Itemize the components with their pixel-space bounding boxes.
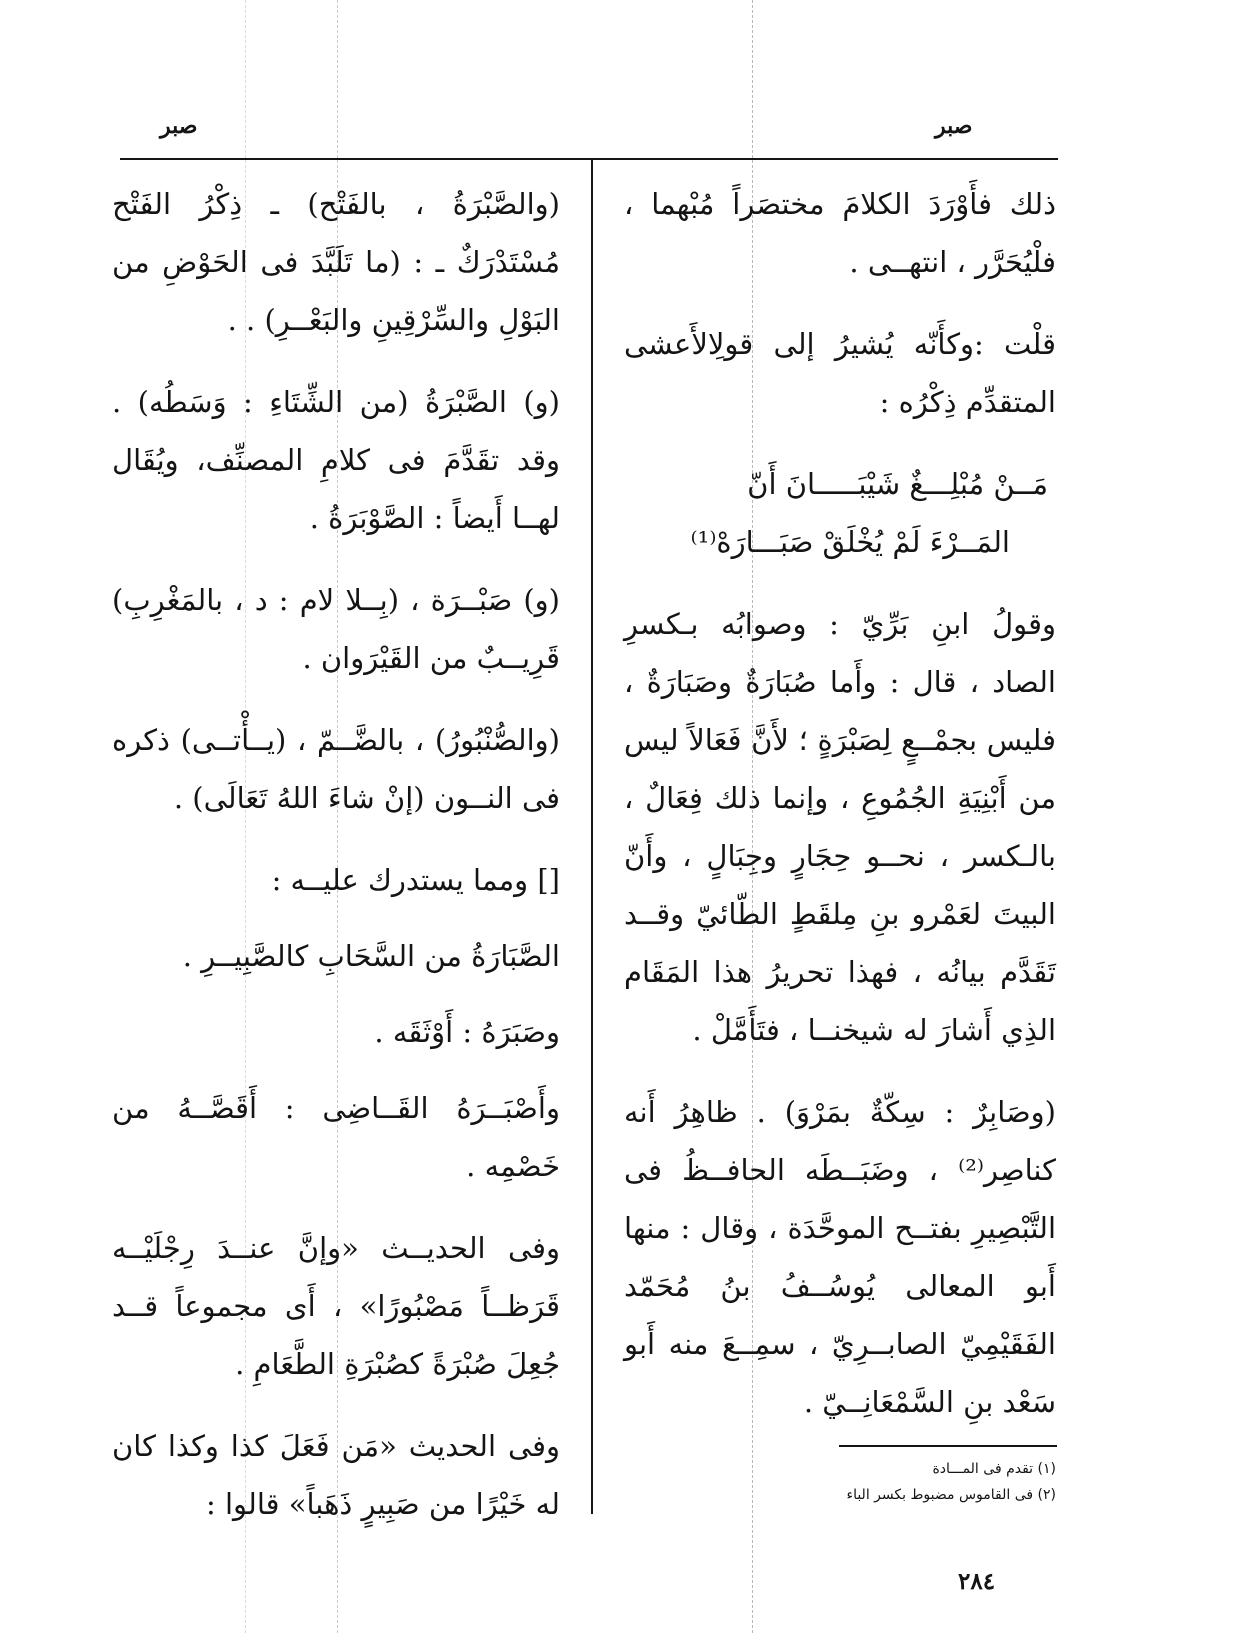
paragraph: (والصُّنْبُورُ) ، بالضَّــمّ ، (يــأْتــى) ذكره فى النــون (إنْ شاءَ اللهُ تَعَالَى) .: [112, 723, 560, 815]
column-divider: [591, 158, 593, 1514]
paragraph: الصَّبَارَةُ من السَّحَابِ كالصَّبِيــرِ .: [182, 939, 560, 973]
paragraph: ذلك فأَوْرَدَ الكلامَ مختصَراً مُبْهما ، فلْيُحَرَّر ، انتهــى .: [624, 187, 1056, 279]
paragraph: قلْت :وكأَنّه يُشيرُ إلى قولِالأَعشى المتقدِّم ذِكْرُه :: [624, 327, 1056, 419]
footnote: (١) تقدم فى المـــادة: [932, 1461, 1056, 1477]
paragraph: (و) صَبْــرَة ، (بِــلا لام : د ، بالمَغْرِبِ) قَرِيــبٌ من القَيْرَوان .: [112, 583, 560, 675]
paragraph: وصَبَرَهُ : أَوْثَقَه .: [374, 1015, 560, 1049]
paragraph: وفى الحديث «مَن فَعَلَ كذا وكذا كان له خَيْرًا من صَبِيرٍ ذَهَباً» قالوا :: [112, 1429, 560, 1521]
paragraph: وأَصْبَــرَهُ القَــاضِى : أَقَصَّــهُ من خَصْمِه .: [112, 1091, 560, 1183]
running-head-right: صبر: [935, 113, 973, 139]
paragraph: وقولُ ابنِ بَرِّيّ : وصوابُه بـكسرِ الصاد ، قال : وأَما صُبَارَةٌ وصَبَارَةٌ ، فليس بجمْــعٍ لِصَبْرَةٍ ؛ لأَنَّ فَعَالاً ليس من أَبْنِيَةِ الجُمُوعِ ، وإنما ذلك فِعَالٌ ، بالـكسر ، نحــو حِجَارٍ وجِبَالٍ ، وأَنّ البيتَ لعَمْرو بنِ مِلقَطٍ الطّائيّ وقــد تَقَدَّم بيانُه ، فهذا تحريرُ هذا المَقَام الذِي أَشارَ له شيخنــا ، فتَأَمَّلْ .: [624, 607, 1056, 1047]
footnote: (٢) فى القاموس مضبوط بكسر الباء: [846, 1487, 1056, 1503]
footnote-rule: [839, 1445, 1057, 1447]
page-number: ٢٨٤: [958, 1568, 996, 1595]
right-column: [624, 175, 1056, 1455]
paragraph: (وصَابِرٌ : سِكّةٌ بمَرْوَ) . ظاهِرُ أَنه كناصِر⁽²⁾ ، وضَبَــطَه الحافــظُ فى التَّبْصِيرِ بفتــح الموحَّدَة ، وقال : منها أَبو المعالى يُوسُــفُ بنُ مُحَمّد الفَقَيْمِيّ الصابــرِيّ ، سمِــعَ منه أَبو سَعْد بنِ السَّمْعَانِــيّ .: [624, 1095, 1056, 1419]
paragraph: (والصَّبْرَةُ ، بالفَتْح) ـ ذِكْرُ الفَتْح مُسْتَدْرَكٌ ـ : (ما تَلَبَّدَ فى الحَوْضِ من البَوْلِ والسِّرْقِينِ والبَعْــرِ) . .: [112, 187, 560, 337]
paragraph: وفى الحديــث «وإنَّ عنــدَ رِجْلَيْــه قَرَظــاً مَصْبُورًا» ، أَى مجموعاً قــد جُعِلَ صُبْرَةً كصُبْرَةِ الطَّعَامِ .: [112, 1231, 560, 1381]
header-rule: [120, 158, 1058, 160]
paragraph: [] ومما يستدرك عليــه :: [271, 863, 560, 897]
verse-line: مَــنْ مُبْلِـــغٌ شَيْبَـــــانَ أَنّ: [747, 467, 1048, 501]
left-column: [112, 175, 560, 1557]
paragraph: (و) الصَّبْرَةُ (من الشِّتَاءِ : وَسَطُه) . وقد تقَدَّمَ فى كلامِ المصنِّف، ويُقَال لهــا أَيضاً : الصَّوْبَرَةُ .: [112, 385, 560, 535]
verse-line: المَــرْءَ لَمْ يُخْلَقْ صَبَـــارَهْ⁽¹⁾: [690, 525, 1010, 559]
running-head-left: صبر: [160, 113, 198, 139]
footnotes: [760, 1456, 1056, 1508]
